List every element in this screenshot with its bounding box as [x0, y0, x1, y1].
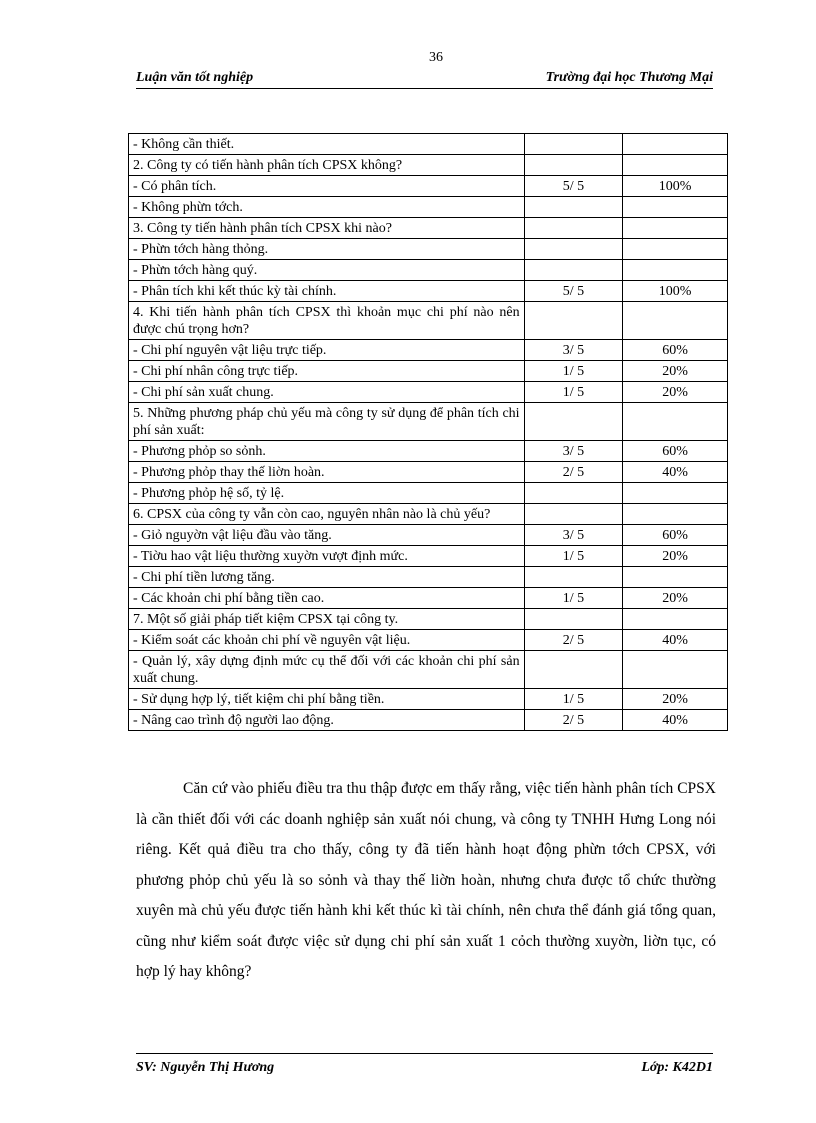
question-cell: - Phân tích khi kết thúc kỳ tài chính. — [129, 281, 525, 302]
question-cell: - Các khoản chi phí bằng tiền cao. — [129, 588, 525, 609]
table-row — [129, 134, 728, 155]
count-cell — [524, 403, 623, 441]
percent-cell: 40% — [623, 462, 728, 483]
question-cell: - Phừn tớch hàng quý. — [129, 260, 525, 281]
table-row — [129, 588, 728, 609]
count-cell: 2/ 5 — [524, 710, 623, 731]
percent-cell — [623, 260, 728, 281]
percent-cell: 60% — [623, 340, 728, 361]
percent-cell: 60% — [623, 525, 728, 546]
question-cell: - Phương phỏp hệ số, tỷ lệ. — [129, 483, 525, 504]
question-cell: 7. Một số giải pháp tiết kiệm CPSX tại công ty. — [129, 609, 525, 630]
percent-cell — [623, 218, 728, 239]
question-cell: 3. Công ty tiến hành phân tích CPSX khi nào? — [129, 218, 525, 239]
table-row — [129, 546, 728, 567]
footer-class: Lớp: K42D1 — [641, 1060, 713, 1075]
percent-cell — [623, 302, 728, 340]
count-cell: 5/ 5 — [524, 281, 623, 302]
count-cell: 1/ 5 — [524, 382, 623, 403]
question-cell: - Kiểm soát các khoản chi phí về nguyên vật liệu. — [129, 630, 525, 651]
question-cell: - Chi phí nhân công trực tiếp. — [129, 361, 525, 382]
footer-student-name: SV: Nguyễn Thị Hương — [136, 1060, 275, 1075]
percent-cell — [623, 567, 728, 588]
table-row — [129, 218, 728, 239]
table-row — [129, 340, 728, 361]
question-cell: - Tiờu hao vật liệu thường xuyờn vượt định mức. — [129, 546, 525, 567]
table-row — [129, 441, 728, 462]
count-cell — [524, 302, 623, 340]
table-row — [129, 651, 728, 689]
header-university: Trường đại học Thương Mại — [545, 70, 713, 85]
table-row — [129, 483, 728, 504]
count-cell — [524, 504, 623, 525]
count-cell: 1/ 5 — [524, 689, 623, 710]
count-cell — [524, 218, 623, 239]
table-row — [129, 525, 728, 546]
percent-cell — [623, 483, 728, 504]
count-cell — [524, 134, 623, 155]
question-cell: - Quản lý, xây dựng định mức cụ thể đối với các khoản chi phí sản xuất chung. — [129, 651, 525, 689]
count-cell: 1/ 5 — [524, 361, 623, 382]
question-cell: - Chi phí tiền lương tăng. — [129, 567, 525, 588]
question-cell: 4. Khi tiến hành phân tích CPSX thì khoản mục chi phí nào nên được chú trọng hơn? — [129, 302, 525, 340]
count-cell — [524, 239, 623, 260]
page-header — [136, 68, 713, 89]
count-cell — [524, 483, 623, 504]
count-cell — [524, 609, 623, 630]
table-row — [129, 403, 728, 441]
percent-cell — [623, 134, 728, 155]
table-row — [129, 567, 728, 588]
percent-cell: 20% — [623, 689, 728, 710]
table-row — [129, 710, 728, 731]
count-cell — [524, 651, 623, 689]
count-cell: 2/ 5 — [524, 462, 623, 483]
table-row — [129, 361, 728, 382]
question-cell: - Phừn tớch hàng thỏng. — [129, 239, 525, 260]
table-row — [129, 239, 728, 260]
table-row — [129, 281, 728, 302]
header-thesis-title: Luận văn tốt nghiệp — [136, 70, 254, 85]
count-cell: 1/ 5 — [524, 546, 623, 567]
question-cell: 6. CPSX của công ty vẫn còn cao, nguyên nhân nào là chủ yếu? — [129, 504, 525, 525]
percent-cell: 20% — [623, 588, 728, 609]
count-cell — [524, 260, 623, 281]
question-cell: - Chi phí sản xuất chung. — [129, 382, 525, 403]
percent-cell: 20% — [623, 361, 728, 382]
table-row — [129, 689, 728, 710]
percent-cell: 100% — [623, 176, 728, 197]
percent-cell — [623, 155, 728, 176]
question-cell: - Không phừn tớch. — [129, 197, 525, 218]
question-cell: 5. Những phương pháp chủ yếu mà công ty sử dụng để phân tích chi phí sản xuất: — [129, 403, 525, 441]
table-row — [129, 609, 728, 630]
question-cell: - Có phân tích. — [129, 176, 525, 197]
percent-cell — [623, 609, 728, 630]
count-cell: 3/ 5 — [524, 525, 623, 546]
table-row — [129, 302, 728, 340]
percent-cell: 60% — [623, 441, 728, 462]
table-row — [129, 197, 728, 218]
percent-cell — [623, 651, 728, 689]
percent-cell: 40% — [623, 710, 728, 731]
survey-results-table — [128, 133, 728, 731]
table-row — [129, 462, 728, 483]
percent-cell — [623, 239, 728, 260]
table-row — [129, 176, 728, 197]
count-cell — [524, 567, 623, 588]
count-cell: 5/ 5 — [524, 176, 623, 197]
percent-cell — [623, 403, 728, 441]
table-row — [129, 630, 728, 651]
page-number: 36 — [429, 50, 443, 65]
question-cell: - Giỏ nguyờn vật liệu đầu vào tăng. — [129, 525, 525, 546]
percent-cell: 40% — [623, 630, 728, 651]
question-cell: - Nâng cao trình độ người lao động. — [129, 710, 525, 731]
table-row — [129, 260, 728, 281]
conclusion-paragraph: Căn cứ vào phiếu điều tra thu thập được em thấy rằng, việc tiến hành phân tích CPSX là cần thiết đối với các doanh nghiệp sản xuất nói chung, và công ty TNHH Hưng Long nói riêng. Kết quả điều tra cho thấy, công ty đã tiến hành hoạt động phừn tớch CPSX, với phương phỏp chủ yếu là so sỏnh và thay thế liờn hoàn, nhưng chưa được tổ chức thường xuyên mà chủ yếu được tiến hành khi kết thúc kì tài chính, nên chưa thể đánh giá tổng quan, cũng như kiểm soát được việc sử dụng chi phí sản xuất 1 cỏch thường xuyờn, liờn tục, có hợp lý hay không? — [136, 780, 716, 980]
percent-cell: 20% — [623, 382, 728, 403]
table-row — [129, 504, 728, 525]
count-cell: 2/ 5 — [524, 630, 623, 651]
count-cell — [524, 155, 623, 176]
count-cell: 3/ 5 — [524, 340, 623, 361]
percent-cell — [623, 504, 728, 525]
table-row — [129, 382, 728, 403]
percent-cell — [623, 197, 728, 218]
question-cell: - Chi phí nguyên vật liệu trực tiếp. — [129, 340, 525, 361]
count-cell — [524, 197, 623, 218]
page-footer — [136, 1053, 713, 1075]
count-cell: 1/ 5 — [524, 588, 623, 609]
question-cell: 2. Công ty có tiến hành phân tích CPSX không? — [129, 155, 525, 176]
question-cell: - Sử dụng hợp lý, tiết kiệm chi phí bằng tiền. — [129, 689, 525, 710]
question-cell: - Không cần thiết. — [129, 134, 525, 155]
percent-cell: 20% — [623, 546, 728, 567]
count-cell: 3/ 5 — [524, 441, 623, 462]
question-cell: - Phương phỏp thay thế liờn hoàn. — [129, 462, 525, 483]
percent-cell: 100% — [623, 281, 728, 302]
question-cell: - Phương phỏp so sỏnh. — [129, 441, 525, 462]
table-row — [129, 155, 728, 176]
